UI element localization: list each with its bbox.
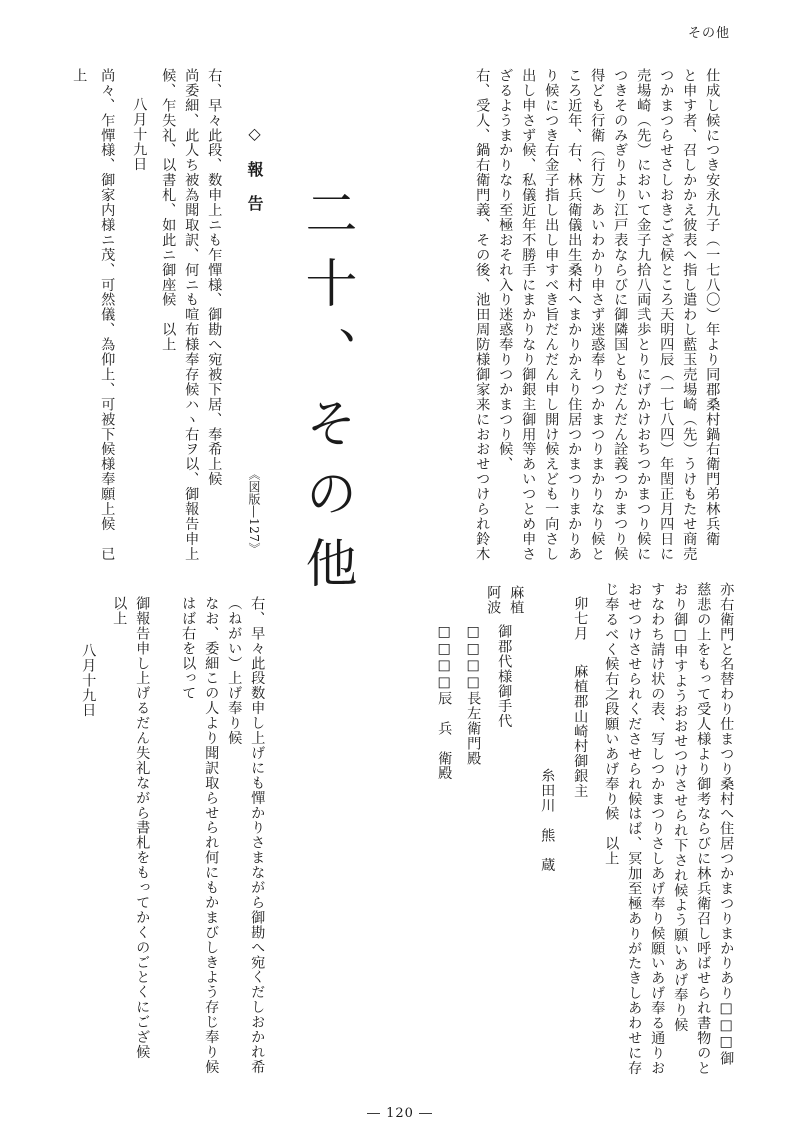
text-column: 仕成し候につき安永九子（一七八〇）年より同郡桑村鍋右衛門弟林兵衛 <box>704 68 721 547</box>
text-column: 尚委細、此人ち被為聞取訳、何ニも喧布様奉存候ハヽ右ヲ以、御報告申上 <box>183 68 200 562</box>
text-column: ざるようまかりなり至極おそれ入り迷惑奉りつかまつり候、 <box>497 68 514 472</box>
text-column: 上 <box>71 68 88 83</box>
text-column: すなわち請け状の表、写しつかまつりさしあげ奉り候願いあげ奉る通りお <box>649 582 666 1076</box>
text-column: つきそのみぎりより江戸表ならびに御隣国ともだんだん詮義つかまつり候 <box>612 68 629 562</box>
text-column: （ねがい）上げ奉り候 <box>226 596 243 746</box>
text-column: 八月十九日 <box>131 82 148 172</box>
text-column: 右、早々此段、数申上ニも乍憚様、御勘へ宛被下居、奉希上候 <box>206 68 223 487</box>
text-column: 候、乍失礼、以書札、如此ニ御座候 以上 <box>160 68 177 353</box>
text-column: 八月十九日 <box>80 628 97 718</box>
text-column: り候につき右金子指し出し申すべき旨だんだん申し開け候えども一向さし <box>543 68 560 562</box>
signature-region: 麻植 <box>508 585 525 615</box>
text-column: つかまつらせさしおきござ候ところ天明四辰（一七八四）年閏正月四日に <box>658 68 675 562</box>
text-column: おせつけさせられくださせられ候はば、冥加至極ありがたきしあわせに存 <box>626 582 643 1076</box>
text-column: はば右を以って <box>180 596 197 701</box>
text-column: と申す者、召しかかえ彼表へ指し遣わし藍玉売場崎（先）うけもたせ商売 <box>681 68 698 562</box>
figure-reference: 《図版―127》 <box>247 468 261 555</box>
signature-addressee: □□□□辰 兵 衛殿 <box>436 624 453 781</box>
text-column: 売場崎（先）において金子九拾八両弐歩とりにげかけおちつかまつり候に <box>635 68 652 562</box>
text-column: 御報告申し上げるだん失礼ながら書札をもってかくのごとくにござ候 <box>134 596 151 1060</box>
signature-region: 阿波 <box>485 585 502 615</box>
text-column: ころ近年、右、林兵衛儀出生桑村へまかりかえり住居つかまつりまかりあ <box>566 68 583 562</box>
running-head: その他 <box>687 26 730 41</box>
text-column: 尚々、乍憚様、御家内様ニ茂、可然儀、為仰上、可被下候様奉願上候 已 <box>99 68 116 562</box>
text-column: 亦右衛門と名替わり仕まつり桑村へ住居つかまつりまかりあり□□□御 <box>718 582 735 1066</box>
text-column: 得ども行衛（行方）あいわかり申さず迷惑奉りつかまつりまかりなり候と <box>589 68 606 562</box>
text-column: おり御□申すようおおせつけさせられ下され候よう願いあげ奉り候 <box>672 582 689 1033</box>
text-column: 右、早々此段数申し上げにも憚かりさまながら御勘へ宛くだしおかれ希 <box>249 596 266 1075</box>
report-heading: ◇報告 <box>245 124 264 229</box>
page-number: ― 120 ― <box>366 1106 434 1121</box>
text-column: じ奉るべく候右之段願いあげ奉り候 以上 <box>603 582 620 867</box>
signature-person: 糸田川 熊 蔵 <box>539 768 556 873</box>
text-column: なお、委細この人より聞訳取らせられ何にもかまびしきよう存じ奉り候 <box>203 596 220 1075</box>
text-column: 以上 <box>111 596 128 626</box>
text-column: 右、受人、鍋右衛門義、その後、池田周防様御家来におおせつけられ鈴木 <box>474 68 491 562</box>
signature-addressee: □□□□長左衛門殿 <box>465 624 482 766</box>
text-column: 出し申さず候、私儀近年不勝手にまかりなり御銀主御用等あいつとめ申さ <box>520 68 537 562</box>
signature-date: 卯七月 <box>572 596 589 641</box>
section-title: 二十、その他 <box>296 186 356 606</box>
signature-village-bank: 麻植郡山崎村御銀主 <box>572 664 589 799</box>
signature-addressee-header: 御郡代様御手代 <box>496 624 513 729</box>
text-column: 慈悲の上をもって受人様より御考ならびに林兵衛召し呼ばせられ書物のと <box>695 582 712 1076</box>
